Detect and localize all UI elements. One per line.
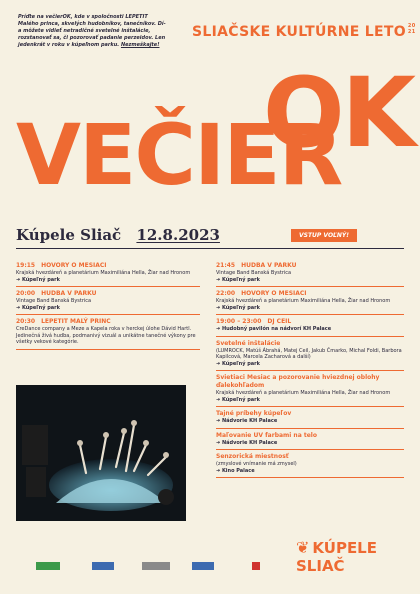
program-right-column — [216, 262, 404, 481]
program-item-location: ➜ Kúpeľný park — [216, 361, 404, 368]
program-item — [216, 340, 404, 372]
program-item-title: LEPETIT MALÝ PRINC — [41, 318, 111, 325]
intro-link[interactable]: Nezmeškajte! — [120, 42, 160, 48]
sponsor-logo-3 — [142, 562, 170, 570]
program-item-heading — [216, 340, 404, 348]
program-item-time: 20:00 — [16, 290, 36, 297]
event-date: 12.8.2023 — [136, 226, 220, 244]
sponsor-logo-4 — [192, 562, 214, 570]
brand-name: KÚPELE SLIAČ — [296, 539, 377, 575]
program-item-description: Vintage Band Banská Bystrica — [216, 270, 292, 276]
program-item — [16, 318, 200, 350]
program-item-location: ➜ Kúpeľný park — [216, 277, 404, 284]
program-item — [16, 262, 200, 287]
title-vecier: VEČIER — [16, 106, 342, 204]
program-item-description: Krajská hvezdáreň a planetárium Maximiliána Hella, Žiar nad Hronom — [16, 270, 191, 276]
program-item-heading — [216, 290, 404, 298]
program-item — [16, 290, 200, 315]
intro-text — [18, 14, 168, 49]
program-item — [216, 262, 404, 287]
program-item-location: ➜ Kúpeľný park — [216, 397, 404, 404]
program-item-title: Tajné príbehy kúpeľov — [216, 410, 292, 417]
program-item-location: ➜ Kúpeľný park — [16, 305, 200, 312]
intro-body: Príďte na večierOK, kde v spoločnosti LEPETIT Malého princa, skvelých hudobníkov, tanečníkov. Dí-a môžete vidieť netradičné svetelné inštalácie, rozstanovať sa, či pozorovať padanie perzeidov. Len jedenkrát v roku v kúpeľnom parku. — [18, 14, 166, 48]
program-item-title: Svietiaci Mesiac a pozorovanie hviezdnej oblohy ďalekohľadom — [216, 374, 380, 389]
program-item-location: ➜ Nádvorie KH Palace — [216, 440, 404, 447]
program-item-title: HOVORY O MESIACI — [241, 290, 307, 297]
program-item-time: 21:45 — [216, 262, 236, 269]
program-item-location: ➜ Nádvorie KH Palace — [216, 418, 404, 425]
program-item-description: (LUMROCK, Matúš Ábrahá, Matej Ceil, Jakub Čmarko, Michal Foldi, Barbora Kapilcová, Marcela Zacharová a další) — [216, 347, 402, 360]
divider — [16, 248, 404, 249]
festival-label: SLIAČSKE KULTÚRNE LETO — [192, 24, 406, 40]
festival-name — [192, 23, 416, 40]
sponsor-logo-1 — [36, 562, 60, 570]
program-item-heading — [16, 290, 200, 298]
program-item-heading — [216, 410, 404, 418]
program-item-title: DJ CEIL — [267, 318, 292, 325]
program-item-title: Svetelné inštalácie — [216, 339, 281, 347]
program-item-title: Maľovanie UV farbami na telo — [216, 431, 317, 439]
program-item — [216, 318, 404, 337]
program-item-title: HUDBA V PARKU — [41, 290, 97, 297]
heart-logo-icon: ❦ — [296, 538, 310, 557]
program-item-title: Senzorická miestnosť — [216, 453, 289, 460]
sponsor-logos — [0, 556, 420, 586]
performance-photo — [16, 385, 186, 521]
program-item-description: Krajská hvezdáreň a planetárium Maximiliána Hella, Žiar nad Hronom — [216, 390, 391, 396]
program-item-location: ➜ Kúpeľný park — [16, 277, 200, 284]
place-date — [16, 226, 220, 244]
program-item-heading — [216, 374, 404, 390]
free-entry-badge: VSTUP VOĽNÝ! — [291, 229, 357, 242]
program-item — [216, 410, 404, 429]
program-item-location: ➜ Hudobný pavilón na nádvorí KH Palace — [216, 326, 404, 333]
stage-illustration — [16, 385, 186, 521]
festival-year-bottom: 21 — [407, 29, 416, 35]
program-item-location: ➜ Kúpeľný park — [216, 305, 404, 312]
program-item-description: Vintage Band Banská Bystrica — [16, 298, 92, 304]
program-item-time: 22:00 — [216, 290, 236, 297]
program-item — [216, 453, 404, 478]
program-item-time: 19:15 — [16, 262, 36, 269]
program-item-heading — [216, 453, 404, 461]
sponsor-logo-2 — [92, 562, 114, 570]
program-item-heading — [216, 318, 404, 326]
title-ok: OK — [263, 57, 413, 169]
program-item-description: (zmyslové vnímanie má zmysel) — [216, 461, 297, 467]
program-left-column — [16, 262, 200, 353]
program-item-heading — [216, 432, 404, 440]
program-item — [216, 374, 404, 407]
program-item-description: CreDance company a Meze a Kapela roka v herckej úlohe Dávid Hartl. Jedinečná živá hudba, podmanivý vizuál a unikátne tanečné výkony pre všetky vekové kategórie. — [16, 326, 196, 345]
program-item-title: HOVORY O MESIACI — [41, 262, 107, 269]
program-item-heading — [16, 262, 200, 270]
event-title — [16, 58, 416, 218]
program-item-heading — [16, 318, 200, 326]
program-item-time: 20:30 — [16, 318, 36, 325]
festival-year — [408, 23, 418, 35]
program-item — [216, 290, 404, 315]
place-name: Kúpele Sliač — [16, 226, 122, 244]
program-item-title: HUDBA V PARKU — [241, 262, 297, 269]
sponsor-logo-5 — [252, 562, 260, 570]
program-item-time: 19:00 – 23:00 — [216, 318, 262, 325]
festival-year-top: 20 — [407, 23, 416, 29]
program-item-description: Krajská hvezdáreň a planetárium Maximiliána Hella, Žiar nad Hronom — [216, 298, 391, 304]
program-item — [216, 432, 404, 451]
program-item-location: ➜ Kino Palace — [216, 468, 404, 475]
program-item-heading — [216, 262, 404, 270]
